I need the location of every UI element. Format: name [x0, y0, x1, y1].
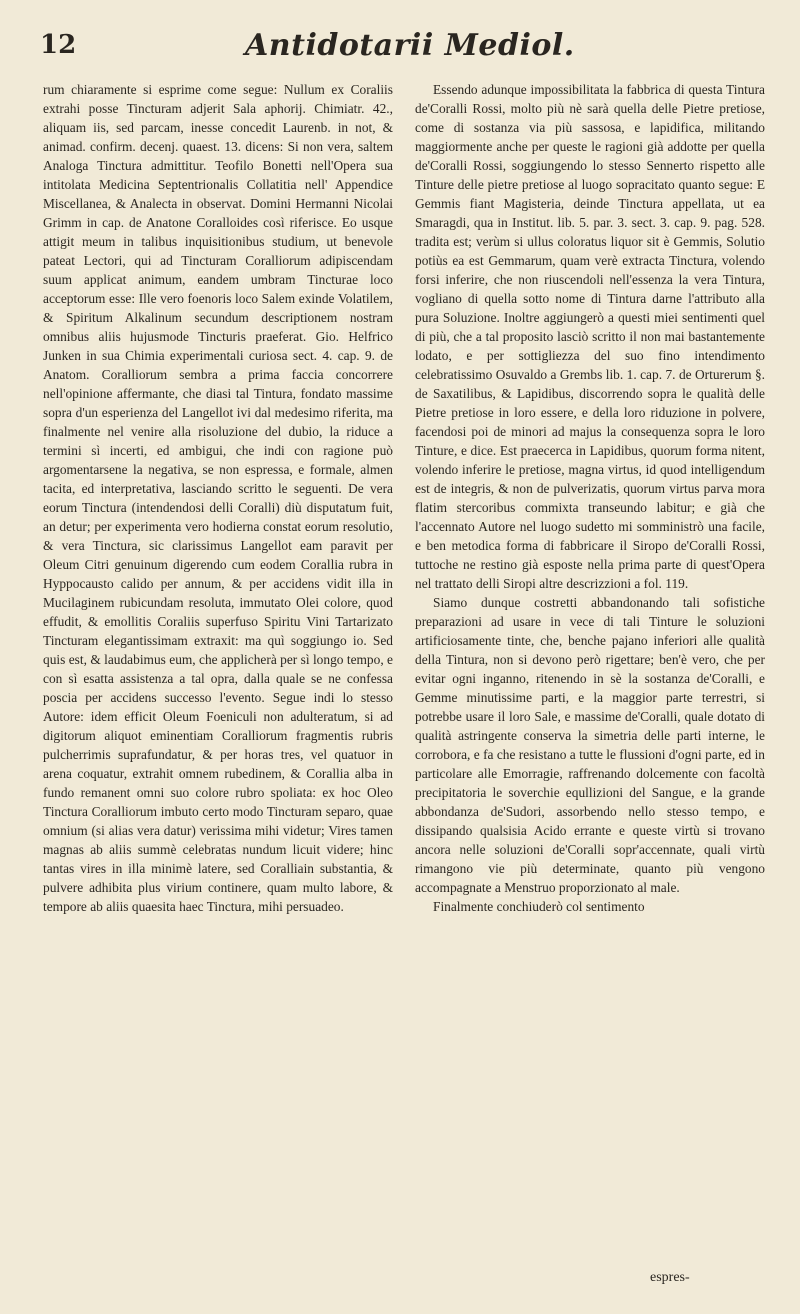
right-paragraph-1: Essendo adunque impossibilitata la fabbrica di questa Tintura de'Coralli Rossi, molto più nè sarà quella delle Pietre pretiose, come di sostanza via più sassosa, e lapidifica, militando maggiormente anche per queste le ragioni già addotte per quella de'Coralli Rossi, soggiungendo lo stesso Sennerto rispetto alle Tinture delle pietre pretiose al luogo sopracitato quanto segue: E Gemmis fiant Magisteria, deinde Tinctura appellata, ut ea Smaragdi, qua in Institut. lib. 5. par. 3. sect. 3. cap. 9. pag. 528. tradita est; verùm si ullus coloratus liquor sit è Gemmis, Solutio potiùs ea est Gemmarum, quam verè extracta Tinctura, volendo forsi inferire, che non riuscendoli nell'essenza la vera Tintura, vogliano di quella sotto nome di Tintura darne l'attributo alla pura Soluzione. Inoltre aggiungerò a questi miei sentimenti quel di più, che a tal proposito lasciò scritto il non mai bastantemente lodato, e per sottigliezza del suo fino intendimento celebratissimo Osuvaldo a Grembs lib. 1. cap. 7. de Orturerum §. de Saxatilibus, & Lapidibus, discorrendo sopra le qualità delle Pietre pretiose in loro essere, e della loro riduzione in polvere, facendosi poi de minori ad majus la consequenza sopra le loro Tinture, e dice. Est praecerca in Lapidibus, quorum forma nitent, volendo inferire le pretiose, magna virtus, id quod intelligendum est de integris, & non de pulverizatis, quorum virtus parva mora flatim stercoribus commixta transeundo labitur; e già che l'accennato Autore nel luogo sudetto mi somministrò una facile, e ben metodica forma di fabbricare il Siropo de'Coralli Rossi, tuttoche ne restino già esposte nella prima parte di quest'Opera nel trattato delli Siropi altre descrizzioni a fol. 119.	[415, 82, 765, 591]
right-column	[415, 80, 765, 916]
page-header	[40, 28, 760, 72]
right-paragraph-3: Finalmente conchiuderò col sentimento	[433, 899, 645, 914]
catchword: espres-	[650, 1270, 690, 1285]
left-column	[43, 80, 393, 916]
page-number: 12	[40, 30, 77, 60]
running-title: Antidotarii Mediol.	[245, 28, 575, 63]
right-paragraph-2: Siamo dunque costretti abbandonando tali sofistiche preparazioni ad usare in vece di tali Tinture le soluzioni artificiosamente tinte, che, benche pajano inferiori alle qualità della Tintura, non si devono però rigettare; ben'è vero, che per evitar ogni inganno, ritenendo in sè la sostanza de'Coralli, e Gemme minutissime parti, e la maggior parte terrestri, si potrebbe usare il loro Sale, e massime de'Coralli, quale dotato di qualità astringente conserva la simetria delle parti interne, le corrobora, e fa che resistano a tutte le flussioni d'ogni parte, ed in particolare alle Emorragie, raffrenando dolcemente con facoltà precipitatoria le soverchie equllizioni del Sangue, e la grande abbondanza de'Sudori, assorbendo nello stesso tempo, e dissipando qualsisia Acido errante e queste virtù si trovano ancora nelle soluzioni de'Coralli sopr'accennate, quali virtù rimangono vie più determinate, quanto più vengono accompagnate a Menstruo proporzionato al male.	[415, 595, 765, 895]
left-paragraph-1: rum chiaramente si esprime come segue: Nullum ex Coraliis extrahi posse Tincturam adjerit Sala aphorij. Chimiatr. 42., aliquam iis, sed parcam, inesse concedit Laurenb. in not, & animad. confirm. decenj. quaest. 13. dicens: Si non vera, saltem Analoga Tinctura admittitur. Teofilo Bonetti nell'Opera sua intitolata Medicina Septentrionalis Collatitia nell' Appendice Miscellanea, & Analecta in observat. Domini Hermanni Nicolai Grimm in cap. de Anatone Coralloides così riferisce. Eo usque attigit meum in talibus inquisitionibus studium, ut benevole pateat Lectori, qui ad Tincturam Coralliorum adipiscendam suum applicat animum, eandem umbram Tincturae loco acceptorum esse: Ille vero foenoris loco Salem exinde Volatilem, & Spiritum Alkalinum secundum descriptionem nostram omnibus aliis hujusmode Tincturis praeferat. Gio. Helfrico Junken in sua Chimia experimentali curiosa sect. 4. cap. 9. de Anatom. Coralliorum sembra a prima faccia concorrere nell'opinione affermante, che diasi tal Tintura, fondato massime sopra d'un esperienza del Langellot ivi dal medesimo riferita, ma finalmente nel venire alla risoluzione del dubio, la riduce a termini sì incerti, ed ambigui, che indi con ragione può argomentarsene la negativa, se non espressa, e formale, almen tacita, ed interpretativa, lasciando scritto le seguenti. De vera eorum Tinctura (intendendosi delli Coralli) diù disputatum fuit, an detur; per experimenta vero hodierna constat eorum resolutio, & vera Tinctura, sic clarissimus Langellot eam paravit per Oleum Citri genuinum digerendo cum eodem Corallia rubra in Hyppocausto calido per annum, & per accidens vidit illa in Mucilaginem rubicundam resoluta, immutato Olei colore, quod effudit, & emollitis Coraliis superfuso Spiritu Vini Tartarizato Tincturam elegantissimam extraxit: ma quì soggiungo io. Sed quis est, & laudabimus eum, che applicherà per sì longo tempo, e con sì esatta assistenza a tal opra, dalla quale se ne confessa poscia per accidens successo l'evento. Segue indi lo stesso Autore: idem efficit Oleum Foeniculi non adulteratum, si ad digitorum aliquot eminentiam Coralliorum fragmentis rubris pulcherrimis suprafundatur, & per horas tres, vel quatuor in arena coquatur, extrahit omnem rubedinem, & Corallia alba in fundo remanent omni suo colore rubro spoliata: ex hoc Oleo Tinctura Coralliorum imbuto certo modo Tincturam separo, quae omnium (si alias vera datur) verissima mihi videtur; Vires tamen magnas ab aliis summè celebratas nundum licuit videre; hinc tantas vires in illa minimè latere, sed Coralliain substantia, & pulvere adhibita plus virium continere, quam multo labore, & tempore ab aliis quaesita haec Tinctura, mihi persuadeo.	[43, 82, 393, 914]
